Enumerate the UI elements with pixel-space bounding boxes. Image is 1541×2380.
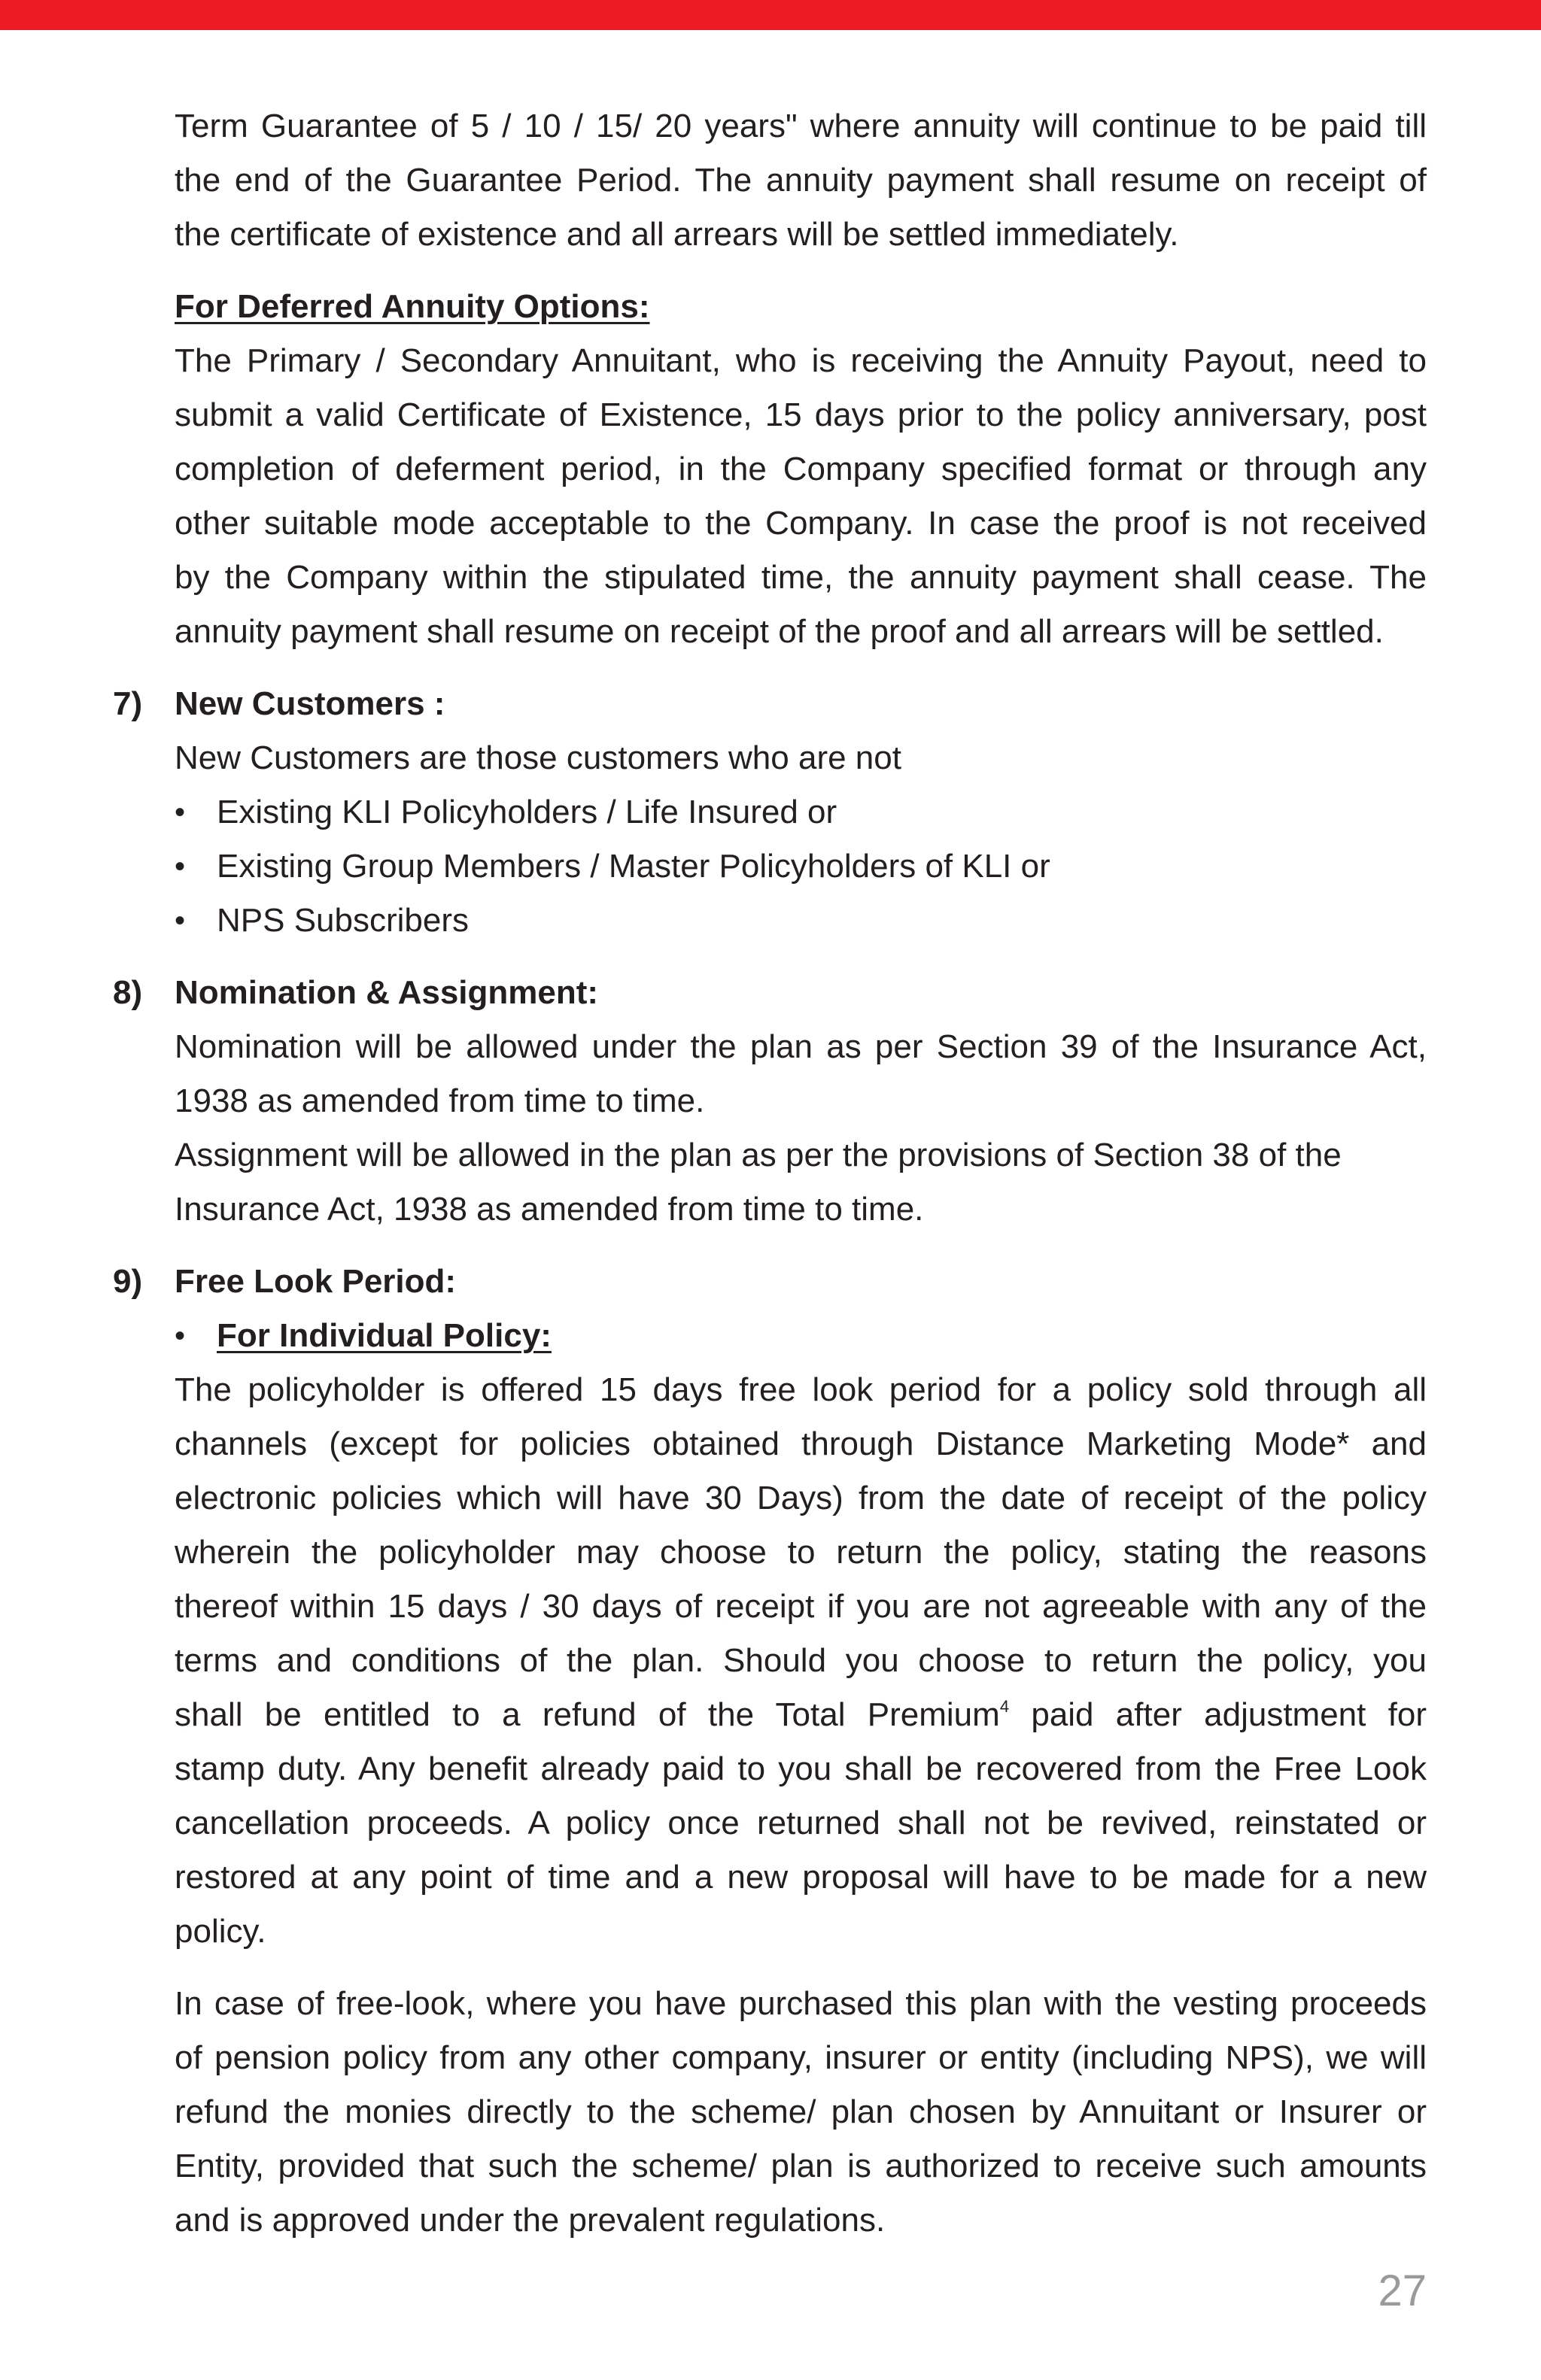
free-look-line: electronic policies which will have 30 Days) from the date of receipt of the policy — [175, 1480, 1427, 1516]
page-number: 27 — [1378, 2266, 1427, 2315]
section-7-intro: New Customers are those customers who are not — [175, 739, 901, 776]
section-7-number: 7) — [113, 685, 143, 722]
free-look-line: stamp duty. Any benefit already paid to you shall be recovered from the Free Look — [175, 1750, 1427, 1787]
intro-line: the certificate of existence and all arrears will be settled immediately. — [175, 216, 1179, 253]
free-look-line: and is approved under the prevalent regulations. — [175, 2202, 886, 2239]
deferred-line: The Primary / Secondary Annuitant, who is receiving the Annuity Payout, need to — [175, 342, 1427, 379]
free-look-text: shall be entitled to a refund of the Total Premium — [175, 1696, 1000, 1733]
deferred-line: submit a valid Certificate of Existence, 15 days prior to the policy anniversary, post — [175, 396, 1427, 433]
footnote-ref: 4 — [999, 1697, 1010, 1716]
free-look-line: In case of free-look, where you have purchased this plan with the vesting proceeds — [175, 1985, 1427, 2022]
deferred-line: other suitable mode acceptable to the Company. In case the proof is not received — [175, 505, 1427, 542]
bullet-icon: • — [175, 904, 186, 937]
free-look-text: paid after adjustment for — [1009, 1696, 1427, 1733]
free-look-line: wherein the policyholder may choose to return the policy, stating the reasons — [175, 1534, 1427, 1571]
list-item: Existing Group Members / Master Policyholders of KLI or — [217, 848, 1050, 885]
list-item: Existing KLI Policyholders / Life Insured or — [217, 794, 837, 830]
free-look-line: cancellation proceeds. A policy once returned shall not be revived, reinstated or — [175, 1805, 1427, 1841]
bullet-icon: • — [175, 850, 186, 883]
section-9-number: 9) — [113, 1263, 143, 1300]
intro-line: the end of the Guarantee Period. The annuity payment shall resume on receipt of — [175, 162, 1427, 199]
free-look-line: The policyholder is offered 15 days free look period for a policy sold through all — [175, 1371, 1427, 1408]
bullet-icon: • — [175, 796, 186, 829]
free-look-line: policy. — [175, 1913, 266, 1950]
list-item: NPS Subscribers — [217, 902, 470, 939]
section-8-number: 8) — [113, 974, 143, 1011]
free-look-line: channels (except for policies obtained through Distance Marketing Mode* and — [175, 1425, 1427, 1462]
deferred-line: annuity payment shall resume on receipt of the proof and all arrears will be settled. — [175, 613, 1384, 650]
free-look-line — [175, 1688, 1427, 1742]
section-8-line: Insurance Act, 1938 as amended from time to time. — [175, 1191, 924, 1228]
free-look-line: terms and conditions of the plan. Should you choose to return the policy, you — [175, 1642, 1427, 1679]
free-look-line: of pension policy from any other company, insurer or entity (including NPS), we will — [175, 2039, 1427, 2076]
section-8-heading: Nomination & Assignment: — [175, 974, 599, 1011]
section-9-subheading — [217, 1309, 1421, 1363]
free-look-line: restored at any point of time and a new proposal will have to be made for a new — [175, 1859, 1427, 1896]
section-9-subheading-text: For Individual Policy: — [217, 1317, 552, 1354]
section-8-line: Nomination will be allowed under the plan as per Section 39 of the Insurance Act, — [175, 1028, 1427, 1065]
section-8-line: 1938 as amended from time to time. — [175, 1082, 705, 1119]
bullet-icon: • — [175, 1319, 186, 1352]
deferred-heading — [175, 280, 1427, 334]
section-8-line: Assignment will be allowed in the plan as per the provisions of Section 38 of the — [175, 1137, 1342, 1173]
deferred-heading-text: For Deferred Annuity Options: — [175, 288, 650, 325]
free-look-line: thereof within 15 days / 30 days of receipt if you are not agreeable with any of the — [175, 1588, 1427, 1625]
free-look-line: refund the monies directly to the scheme/ plan chosen by Annuitant or Insurer or — [175, 2093, 1427, 2130]
deferred-line: by the Company within the stipulated time, the annuity payment shall cease. The — [175, 559, 1427, 596]
deferred-line: completion of deferment period, in the Company specified format or through any — [175, 451, 1427, 487]
intro-line: Term Guarantee of 5 / 10 / 15/ 20 years" where annuity will continue to be paid till — [175, 108, 1427, 144]
section-7-heading: New Customers : — [175, 685, 445, 722]
section-9-heading: Free Look Period: — [175, 1263, 457, 1300]
free-look-line: Entity, provided that such the scheme/ plan is authorized to receive such amounts — [175, 2148, 1427, 2184]
